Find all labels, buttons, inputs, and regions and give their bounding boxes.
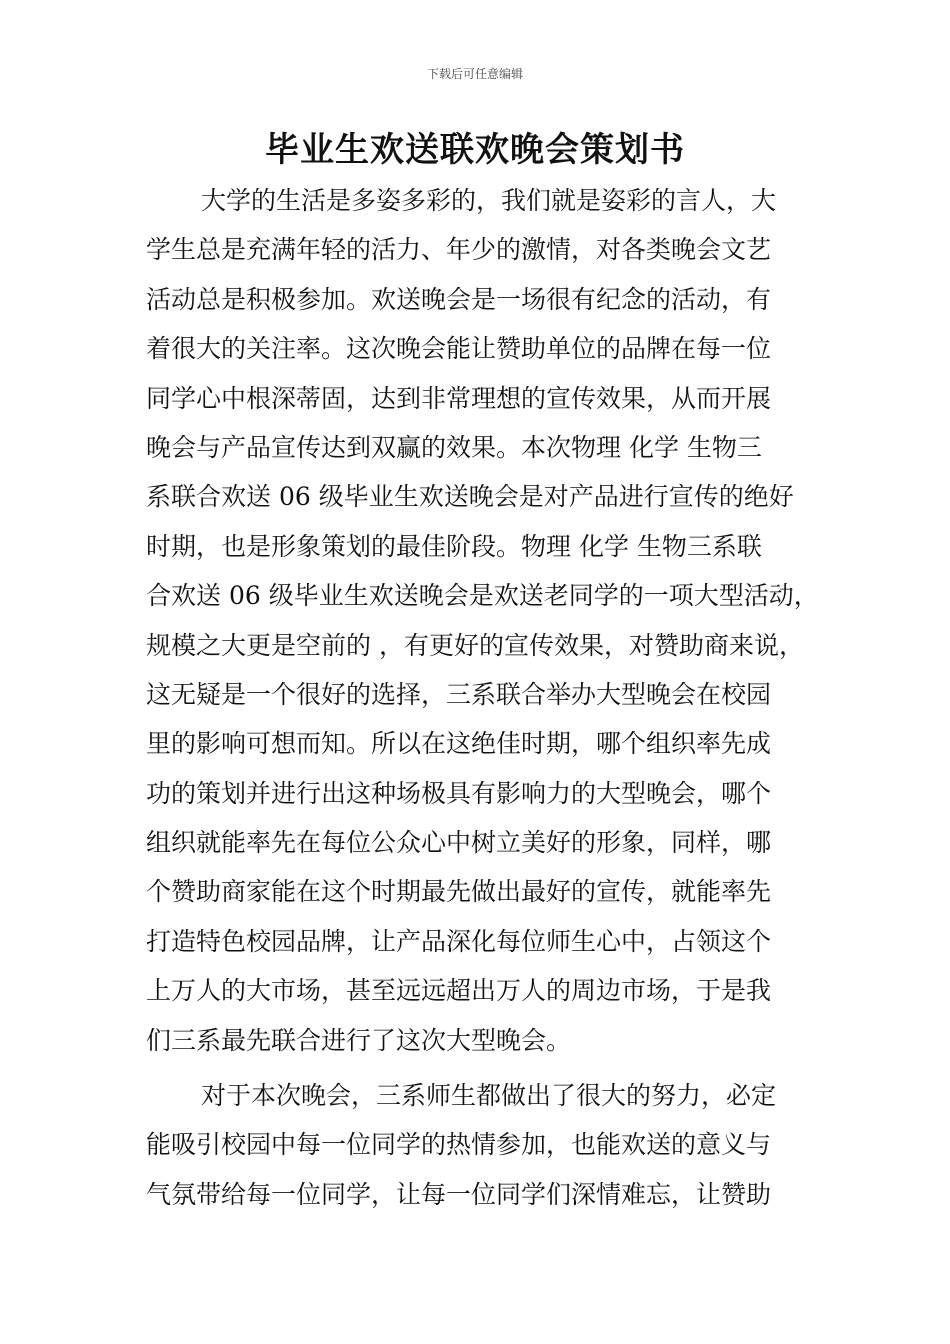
- paragraph-line: 规模之大更是空前的 ，有更好的宣传效果，对赞助商来说，: [146, 630, 804, 660]
- paragraph-line: 活动总是积极参加。欢送晚会是一场很有纪念的活动，有: [146, 284, 772, 314]
- document-body: [146, 176, 822, 1219]
- paragraph-line: 大学的生活是多姿多彩的，我们就是姿彩的言人，大: [201, 186, 777, 215]
- paragraph-line: 系联合欢送 06 级毕业生欢送晚会是对产品进行宣传的绝好: [146, 482, 794, 512]
- paragraph-line: 能吸引校园中每一位同学的热情参加，也能欢送的意义与: [146, 1130, 772, 1160]
- paragraph-line: 学生总是充满年轻的活力、年少的激情，对各类晚会文艺: [146, 235, 772, 265]
- paragraph-line: 上万人的大市场，甚至远远超出万人的周边市场，于是我: [146, 976, 772, 1006]
- paragraph-line: 时期，也是形象策划的最佳阶段。物理 化学 生物三系联: [146, 531, 762, 561]
- paragraph-line: 里的影响可想而知。所以在这绝佳时期，哪个组织率先成: [146, 729, 772, 759]
- paragraph-line: 合欢送 06 级毕业生欢送晚会是欢送老同学的一项大型活动，: [146, 581, 819, 611]
- paragraph-line: 这无疑是一个很好的选择，三系联合举办大型晚会在校园: [146, 679, 772, 709]
- paragraph-line: 打造特色校园品牌，让产品深化每位师生心中，占领这个: [146, 926, 772, 956]
- paragraph-line: 同学心中根深蒂固，达到非常理想的宣传效果，从而开展: [146, 383, 772, 413]
- header-note: 下载后可任意编辑: [426, 67, 523, 81]
- paragraph-line: 晚会与产品宣传达到双赢的效果。本次物理 化学 生物三: [146, 432, 762, 462]
- paragraph-line: 对于本次晚会，三系师生都做出了很大的努力，必定: [201, 1081, 777, 1111]
- document-title: 毕业生欢送联欢晚会策划书: [265, 130, 685, 170]
- paragraph-line: 功的策划并进行出这种场极具有影响力的大型晚会，哪个: [146, 778, 772, 808]
- paragraph: [146, 176, 822, 1065]
- paragraph-line: 个赞助商家能在这个时期最先做出最好的宣传，就能率先: [146, 877, 772, 907]
- paragraph-line: 组织就能率先在每位公众心中树立美好的形象，同样，哪: [146, 828, 772, 858]
- paragraph-line: 气氛带给每一位同学，让每一位同学们深情难忘，让赞助: [146, 1179, 772, 1209]
- paragraph-line: 们三系最先联合进行了这次大型晚会。: [146, 1025, 572, 1055]
- paragraph-line: 着很大的关注率。这次晚会能让赞助单位的品牌在每一位: [146, 334, 772, 364]
- paragraph: [146, 1071, 822, 1219]
